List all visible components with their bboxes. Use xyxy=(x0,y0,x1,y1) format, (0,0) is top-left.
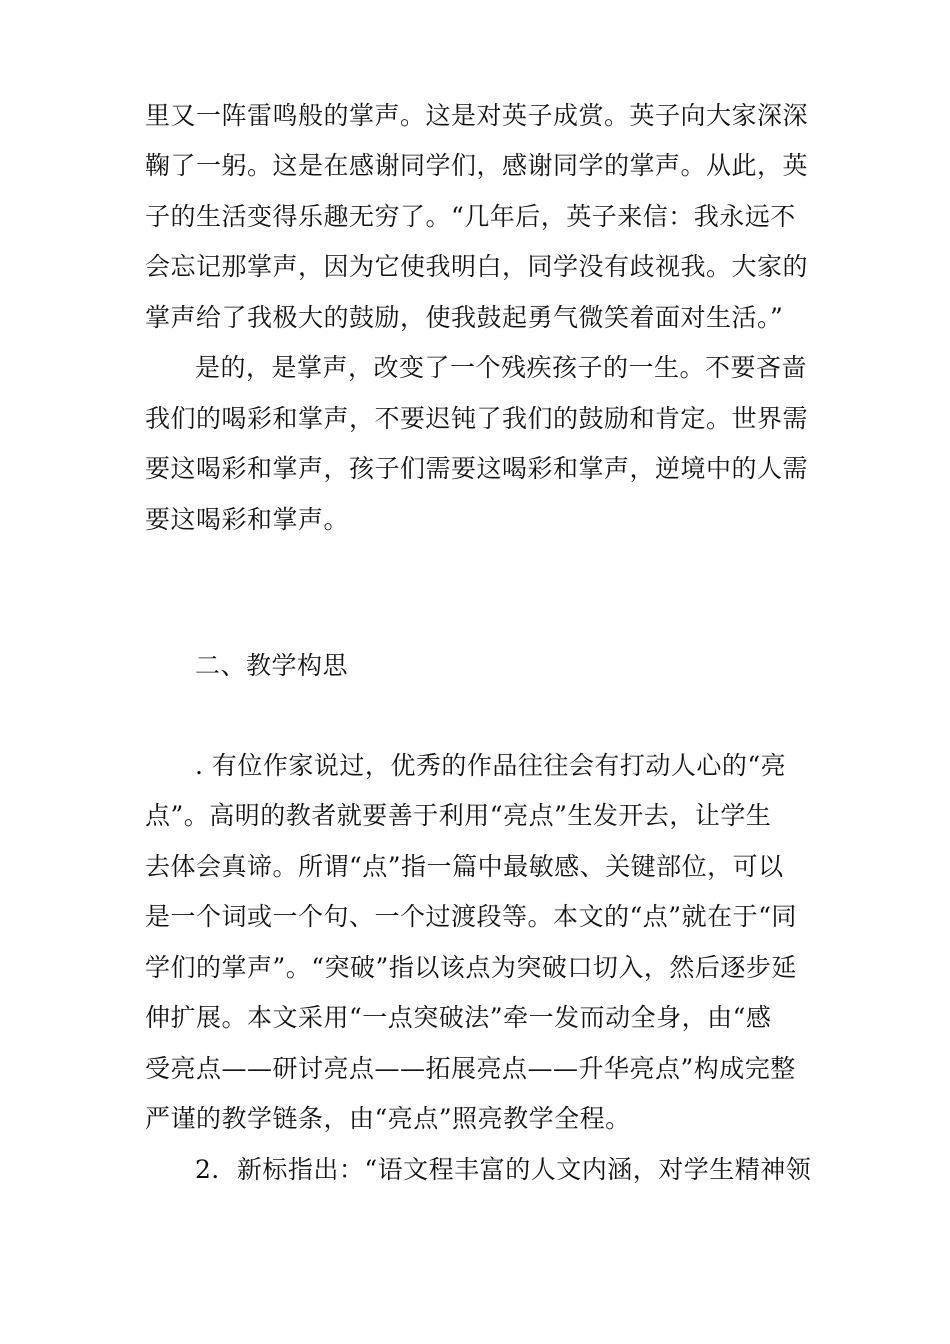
paragraph-line: 是一个词或一个句、一个过渡段等。本文的“点”就在于“同 xyxy=(145,902,797,931)
paragraph-line: 子的生活变得乐趣无穷了。“几年后，英子来信：我永远不 xyxy=(145,202,796,231)
paragraph-line: 受亮点——研讨亮点——拓展亮点——升华亮点”构成完整 xyxy=(145,1054,796,1083)
paragraph-line: . 有位作家说过，优秀的作品往往会有打动人心的“亮 xyxy=(195,751,787,780)
section-heading: 二、教学构思 xyxy=(195,651,349,680)
paragraph-line: 是的，是掌声，改变了一个残疾孩子的一生。不要吝啬 xyxy=(195,353,808,382)
paragraph-line: 要这喝彩和掌声，孩子们需要这喝彩和掌声，逆境中的人需 xyxy=(145,454,809,483)
paragraph-line: 2．新标指出：“语文程丰富的人文内涵，对学生精神领 xyxy=(195,1155,812,1184)
paragraph-line: 鞠了一躬。这是在感谢同学们，感谢同学的掌声。从此，英 xyxy=(145,151,809,180)
paragraph-line: 要这喝彩和掌声。 xyxy=(145,505,350,534)
paragraph-line: 我们的喝彩和掌声，不要迟钝了我们的鼓励和肯定。世界需 xyxy=(145,404,809,433)
paragraph-line: 掌声给了我极大的鼓励，使我鼓起勇气微笑着面对生活。” xyxy=(145,303,784,332)
paragraph-line: 伸扩展。本文采用“一点突破法”牵一发而动全身，由“感 xyxy=(145,1003,772,1032)
paragraph-line: 会忘记那掌声，因为它使我明白，同学没有歧视我。大家的 xyxy=(145,252,809,281)
paragraph-line: 里又一阵雷鸣般的掌声。这是对英子成赏。英子向大家深深 xyxy=(145,101,809,130)
paragraph-line: 去体会真谛。所谓“点”指一篇中最敏感、关键部位，可以 xyxy=(145,852,784,881)
paragraph-line: 点”。高明的教者就要善于利用“亮点”生发开去，让学生 xyxy=(145,801,772,830)
paragraph-line: 严谨的教学链条，由“亮点”照亮教学全程。 xyxy=(145,1104,631,1133)
paragraph-line: 学们的掌声”。“突破”指以该点为突破口切入，然后逐步延 xyxy=(145,953,797,982)
